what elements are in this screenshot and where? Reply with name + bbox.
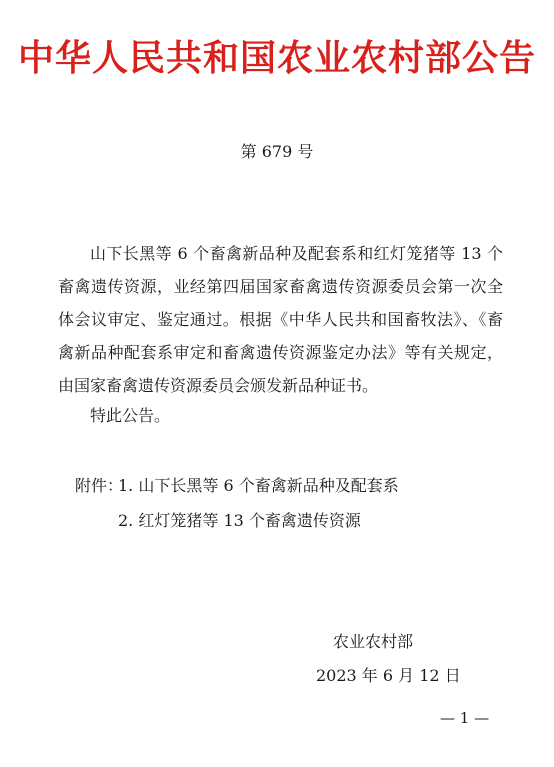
announcement-body: 山下长黑等 6 个畜禽新品种及配套系和红灯笼猪等 13 个畜禽遗传资源，业经第四届国家畜禽遗传资源委员会第一次全体会议审定、鉴定通过。根据《中华人民共和国畜牧法》、《畜禽新品种配套系审定和畜禽遗传资源鉴定办法》等有关规定，由国家畜禽遗传资源委员会颁发新品种证书。 bbox=[58, 244, 503, 395]
issue-date: 2023 年 6 月 12 日 bbox=[316, 666, 461, 685]
attachment-item: 1. 山下长黑等 6 个畜禽新品种及配套系 bbox=[118, 476, 399, 495]
closing-remark: 特此公告。 bbox=[90, 406, 171, 425]
document-number: 第 679 号 bbox=[240, 142, 314, 161]
issuing-authority: 农业农村部 bbox=[333, 632, 414, 651]
attachments-label: 附件： bbox=[75, 476, 124, 495]
page-number: — 1 — bbox=[440, 709, 490, 727]
attachment-item: 2. 红灯笼猪等 13 个畜禽遗传资源 bbox=[118, 511, 361, 530]
masthead-title: 中华人民共和国农业农村部公告 bbox=[17, 37, 536, 79]
